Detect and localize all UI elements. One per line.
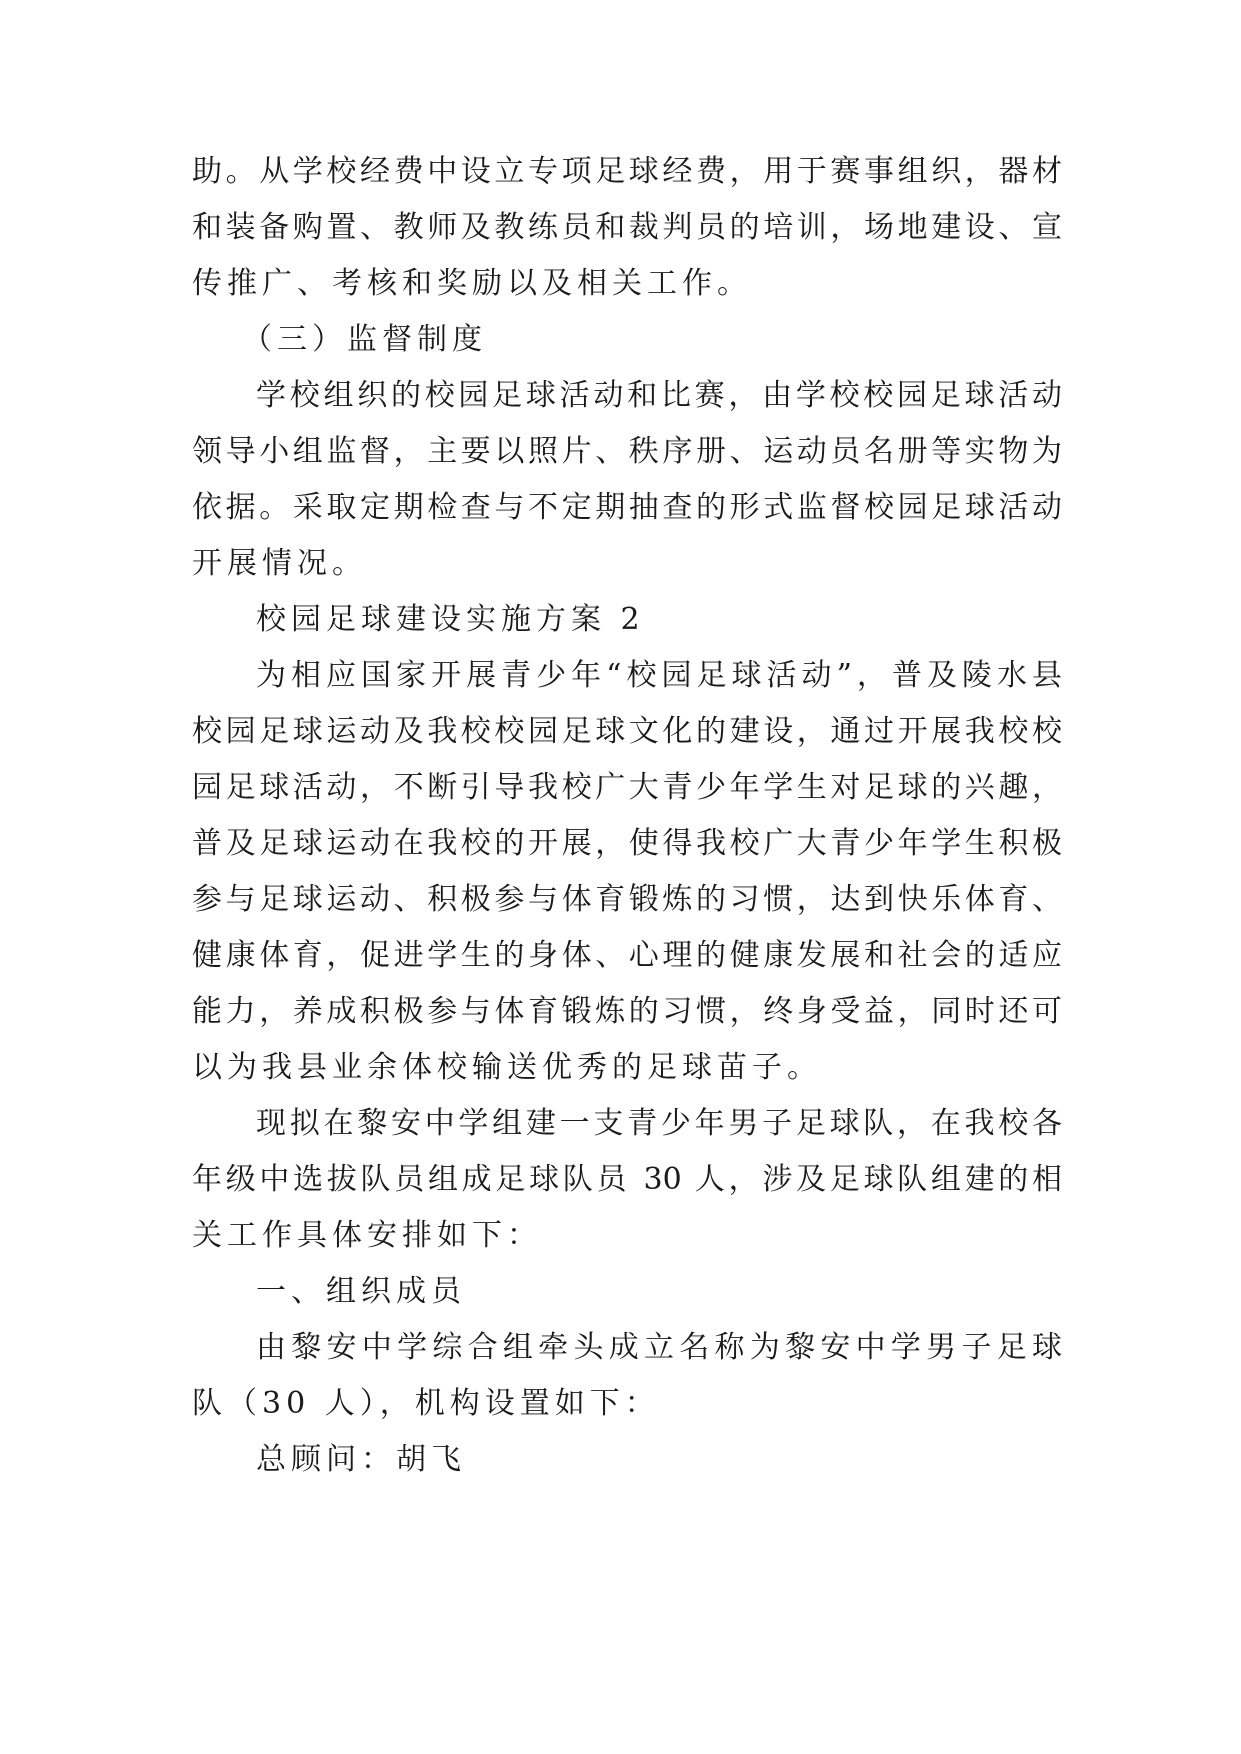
paragraph-line: 参与足球运动、积极参与体育锻炼的习惯，达到快乐体育、 (192, 882, 1062, 917)
section-heading: 一、组织成员 (256, 1274, 466, 1309)
paragraph-line: 校园足球运动及我校校园足球文化的建设，通过开展我校校 (192, 714, 1062, 749)
paragraph-line: 助。从学校经费中设立专项足球经费，用于赛事组织，器材 (192, 154, 1062, 189)
paragraph-line: 和装备购置、教师及教练员和裁判员的培训，场地建设、宣 (192, 210, 1062, 245)
paragraph-line: 学校组织的校园足球活动和比赛，由学校校园足球活动 (256, 378, 1062, 413)
paragraph-line: 年级中选拔队员组成足球队员 30 人，涉及足球队组建的相 (192, 1162, 1062, 1197)
paragraph-line: 普及足球运动在我校的开展，使得我校广大青少年学生积极 (192, 826, 1062, 861)
paragraph-line: 为相应国家开展青少年“校园足球活动”，普及陵水县 (256, 658, 1062, 693)
paragraph-line: 能力，养成积极参与体育锻炼的习惯，终身受益，同时还可 (192, 994, 1062, 1029)
paragraph-line: 队（30 人），机构设置如下： (192, 1386, 660, 1421)
paragraph-line: 由黎安中学综合组牵头成立名称为黎安中学男子足球 (256, 1330, 1062, 1365)
paragraph-line: 领导小组监督，主要以照片、秩序册、运动员名册等实物为 (192, 434, 1062, 469)
document-title: 校园足球建设实施方案 2 (256, 602, 645, 637)
paragraph-line: 开展情况。 (192, 546, 367, 581)
paragraph-line: 现拟在黎安中学组建一支青少年男子足球队，在我校各 (256, 1106, 1062, 1141)
paragraph-line: 关工作具体安排如下： (192, 1218, 542, 1253)
paragraph-line: 总顾问：胡飞 (256, 1442, 466, 1477)
paragraph-line: 传推广、考核和奖励以及相关工作。 (192, 266, 752, 301)
section-heading: （三）监督制度 (242, 322, 487, 357)
paragraph-line: 以为我县业余体校输送优秀的足球苗子。 (192, 1050, 822, 1085)
paragraph-line: 园足球活动，不断引导我校广大青少年学生对足球的兴趣， (192, 770, 1062, 805)
paragraph-line: 依据。采取定期检查与不定期抽查的形式监督校园足球活动 (192, 490, 1062, 525)
paragraph-line: 健康体育，促进学生的身体、心理的健康发展和社会的适应 (192, 938, 1062, 973)
